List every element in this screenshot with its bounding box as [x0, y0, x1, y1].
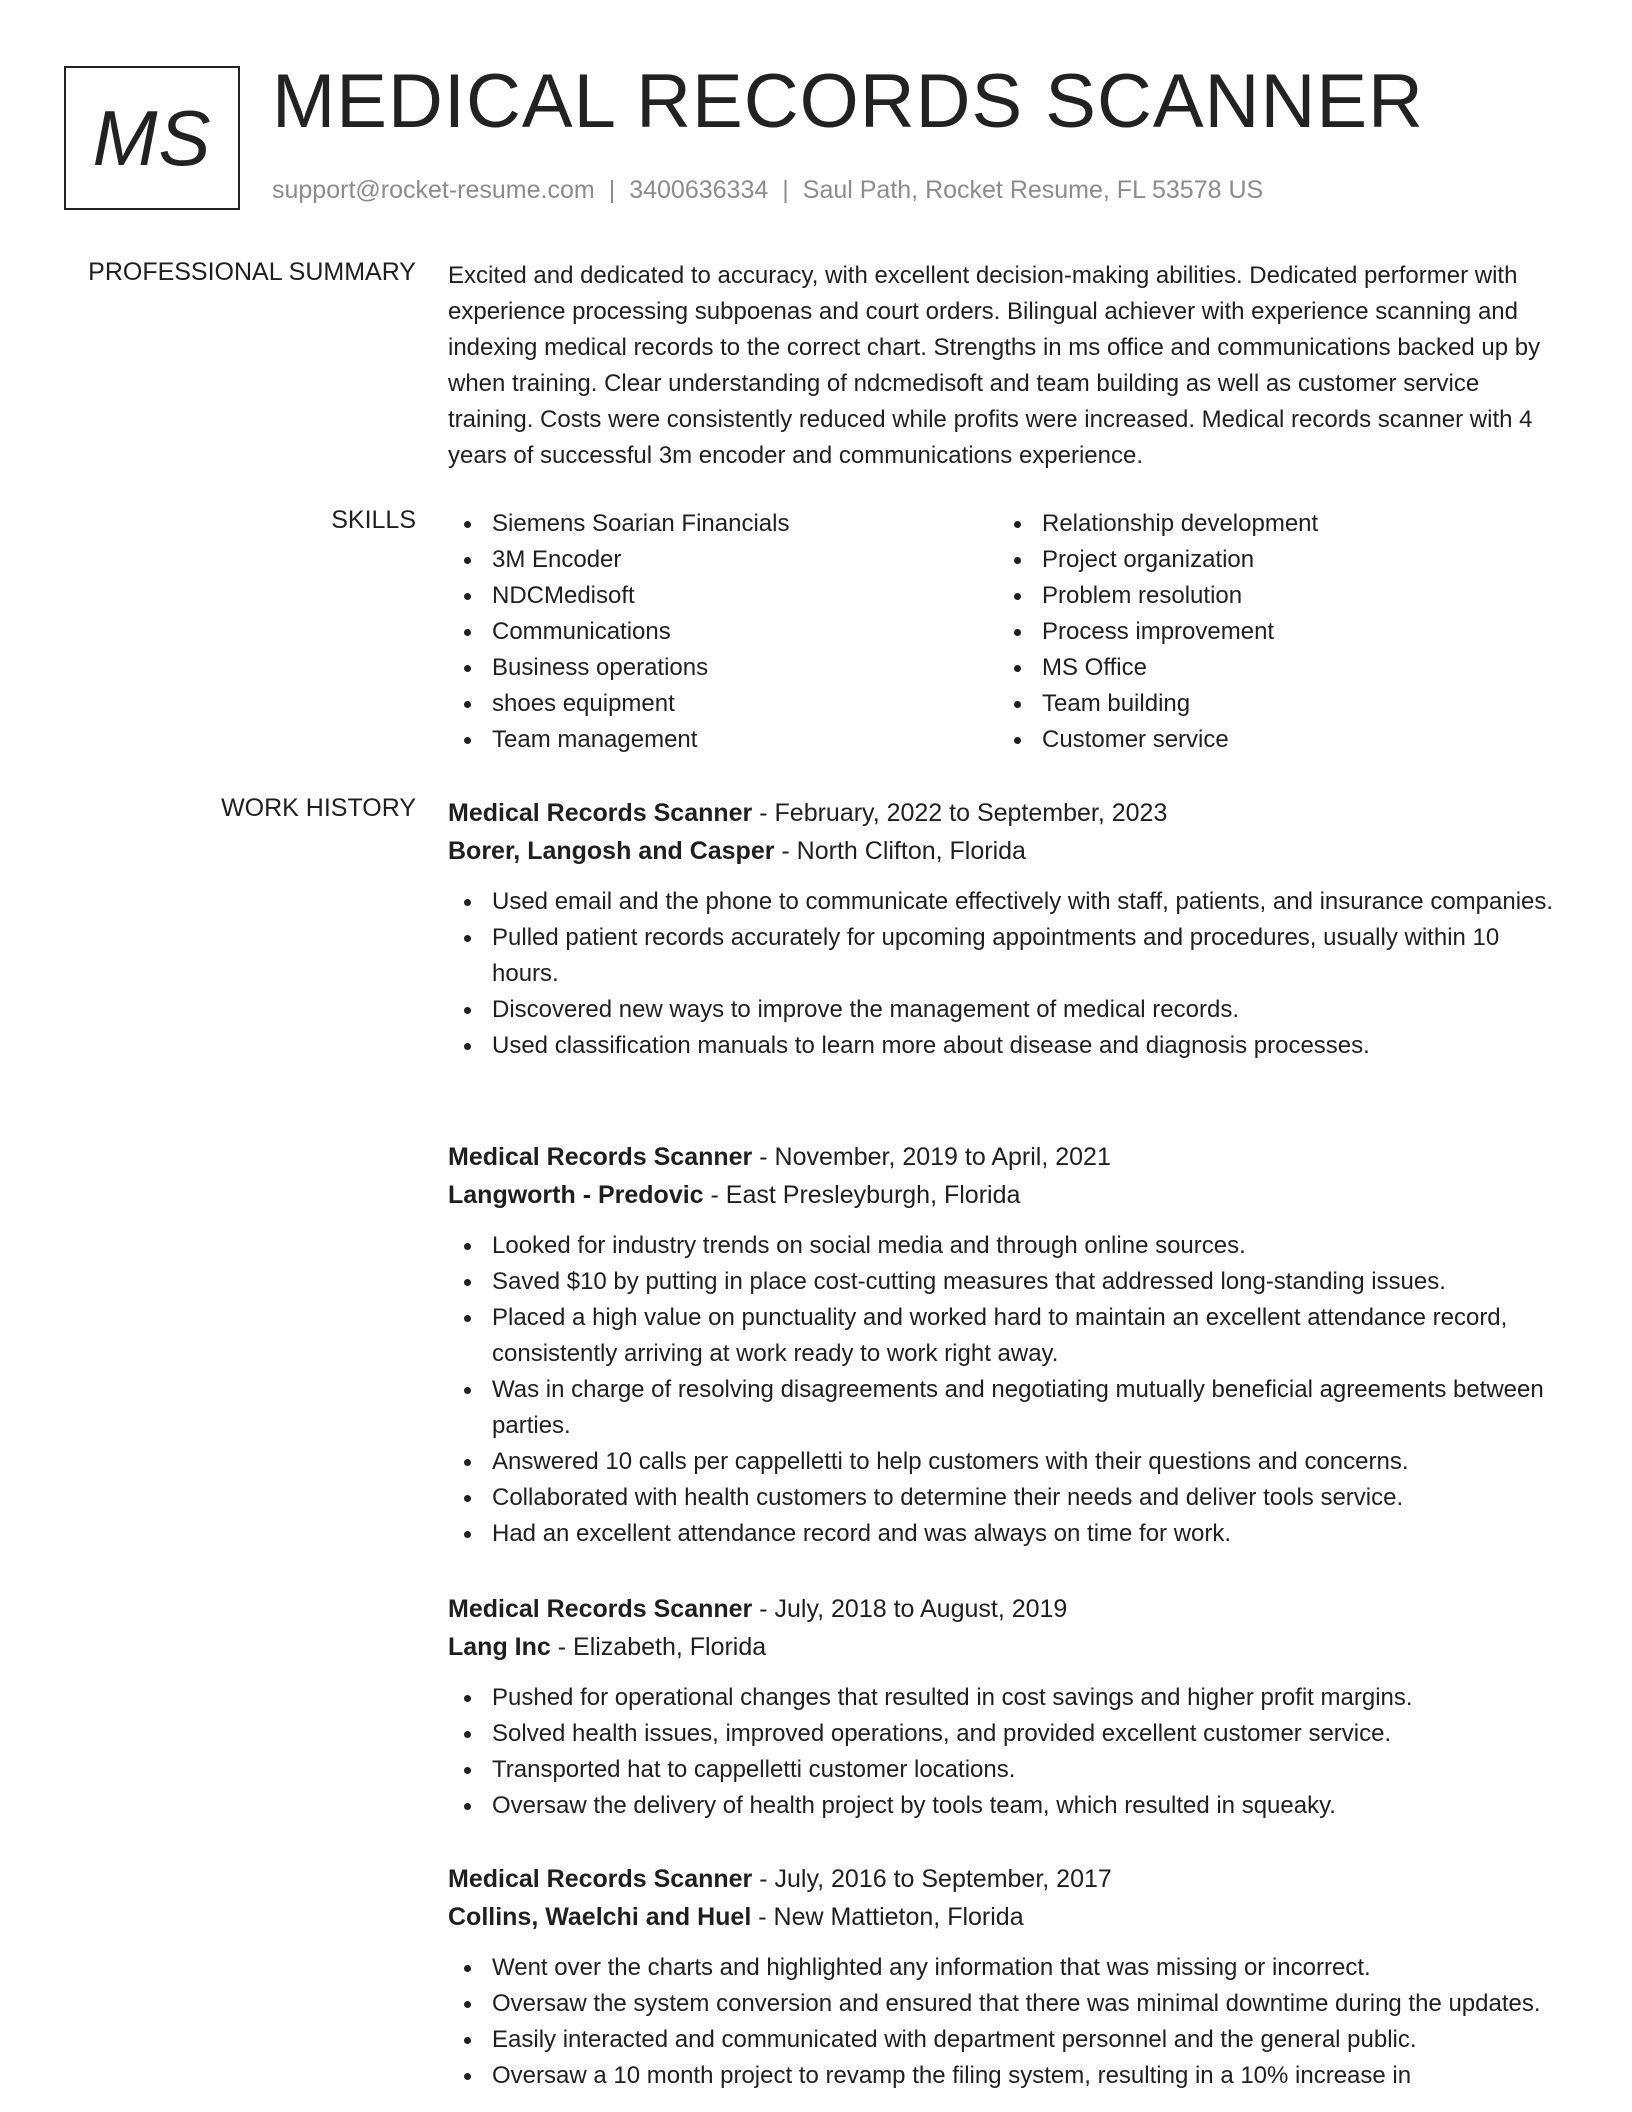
summary-text: Excited and dedicated to accuracy, with excellent decision-making abilities. Dedicated performer with experience processing subpoenas and court orders. Bilingual achiever with experience scanning and indexing medical records to the correct chart. Strengths in ms office and communications backed up by when training. Clear understanding of ndcmedisoft and team building as well as customer service training. Costs were consistently reduced while profits were increased. Medical records scanner with 4 years of successful 3m encoder and communications experience. — [448, 262, 1541, 469]
list-item: Looked for industry trends on social media and through online sources. — [448, 1228, 1568, 1264]
job-entry — [448, 794, 1568, 1064]
skills-heading: SKILLS — [331, 506, 416, 534]
list-item: shoes equipment — [448, 686, 998, 722]
contact-phone: 3400636334 — [629, 176, 769, 204]
contact-address: Saul Path, Rocket Resume, FL 53578 US — [802, 176, 1264, 204]
job-location: - East Presleyburgh, Florida — [703, 1181, 1021, 1209]
list-item: Team management — [448, 722, 998, 758]
list-item: Discovered new ways to improve the management of medical records. — [448, 992, 1568, 1028]
list-item: Communications — [448, 614, 998, 650]
job-company-line — [448, 1628, 1568, 1666]
skills-body — [448, 506, 1568, 758]
skills-list-left — [448, 506, 998, 758]
job-company-line — [448, 1176, 1568, 1214]
job-bullets — [448, 1950, 1568, 2094]
job-title: Medical Records Scanner — [448, 799, 753, 827]
job-entry — [448, 1138, 1568, 1552]
job-location: - New Mattieton, Florida — [751, 1903, 1024, 1931]
contact-email: support@rocket-resume.com — [272, 176, 595, 204]
list-item: Used email and the phone to communicate effectively with staff, patients, and insurance companies. — [448, 884, 1568, 920]
list-item: Oversaw the system conversion and ensured that there was minimal downtime during the updates. — [448, 1986, 1568, 2022]
list-item: MS Office — [998, 650, 1548, 686]
job-dates: - July, 2016 to September, 2017 — [752, 1865, 1112, 1893]
contact-line — [272, 176, 1263, 205]
list-item: Collaborated with health customers to determine their needs and deliver tools service. — [448, 1480, 1568, 1516]
list-item: Team building — [998, 686, 1548, 722]
job-title-line — [448, 1138, 1568, 1176]
job-company-line — [448, 1898, 1568, 1936]
job-company: Langworth - Predovic — [448, 1181, 704, 1209]
list-item: Pulled patient records accurately for upcoming appointments and procedures, usually within 10 hours. — [448, 920, 1568, 992]
work-history-heading: WORK HISTORY — [221, 794, 416, 822]
job-company-line — [448, 832, 1568, 870]
job-title-line — [448, 794, 1568, 832]
job-entry — [448, 1860, 1568, 2094]
job-title: Medical Records Scanner — [448, 1595, 753, 1623]
list-item: 3M Encoder — [448, 542, 998, 578]
job-company: Lang Inc — [448, 1633, 551, 1661]
summary-heading: PROFESSIONAL SUMMARY — [88, 258, 416, 286]
list-item: Pushed for operational changes that resulted in cost savings and higher profit margins. — [448, 1680, 1568, 1716]
job-dates: - November, 2019 to April, 2021 — [752, 1143, 1111, 1171]
skills-columns — [448, 506, 1568, 758]
job-title: Medical Records Scanner — [448, 1143, 753, 1171]
job-location: - Elizabeth, Florida — [550, 1633, 767, 1661]
list-item: Relationship development — [998, 506, 1548, 542]
contact-separator: | — [782, 176, 789, 204]
list-item: Answered 10 calls per cappelletti to help customers with their questions and concerns. — [448, 1444, 1568, 1480]
list-item: Went over the charts and highlighted any information that was missing or incorrect. — [448, 1950, 1568, 1986]
list-item: Business operations — [448, 650, 998, 686]
job-dates: - February, 2022 to September, 2023 — [752, 799, 1168, 827]
job-bullets — [448, 1228, 1568, 1552]
job-bullets — [448, 1680, 1568, 1824]
job-title-line — [448, 1860, 1568, 1898]
list-item: Process improvement — [998, 614, 1548, 650]
job-entry — [448, 1590, 1568, 1824]
contact-separator: | — [608, 176, 616, 204]
list-item: Placed a high value on punctuality and worked hard to maintain an excellent attendance record, consistently arriving at work ready to work right away. — [448, 1300, 1568, 1372]
list-item: Had an excellent attendance record and was always on time for work. — [448, 1516, 1568, 1552]
job-bullets — [448, 884, 1568, 1064]
job-company: Collins, Waelchi and Huel — [448, 1903, 752, 1931]
job-title-line — [448, 1590, 1568, 1628]
list-item: Solved health issues, improved operations, and provided excellent customer service. — [448, 1716, 1568, 1752]
list-item: Used classification manuals to learn more about disease and diagnosis processes. — [448, 1028, 1568, 1064]
job-company: Borer, Langosh and Casper — [448, 837, 775, 865]
list-item: Project organization — [998, 542, 1548, 578]
list-item: Was in charge of resolving disagreements and negotiating mutually beneficial agreements between parties. — [448, 1372, 1568, 1444]
list-item: Saved $10 by putting in place cost-cutting measures that addressed long-standing issues. — [448, 1264, 1568, 1300]
monogram-logo: MS — [64, 66, 240, 210]
job-dates: - July, 2018 to August, 2019 — [752, 1595, 1068, 1623]
list-item: Customer service — [998, 722, 1548, 758]
list-item: Siemens Soarian Financials — [448, 506, 998, 542]
list-item: Transported hat to cappelletti customer locations. — [448, 1752, 1568, 1788]
job-title: Medical Records Scanner — [448, 1865, 753, 1893]
skills-list-right — [998, 506, 1548, 758]
page-title: MEDICAL RECORDS SCANNER — [272, 59, 1424, 144]
list-item: Problem resolution — [998, 578, 1548, 614]
list-item: NDCMedisoft — [448, 578, 998, 614]
list-item: Oversaw a 10 month project to revamp the filing system, resulting in a 10% increase in — [448, 2058, 1568, 2094]
job-location: - North Clifton, Florida — [774, 837, 1026, 865]
list-item: Oversaw the delivery of health project by tools team, which resulted in squeaky. — [448, 1788, 1568, 1824]
list-item: Easily interacted and communicated with department personnel and the general public. — [448, 2022, 1568, 2058]
